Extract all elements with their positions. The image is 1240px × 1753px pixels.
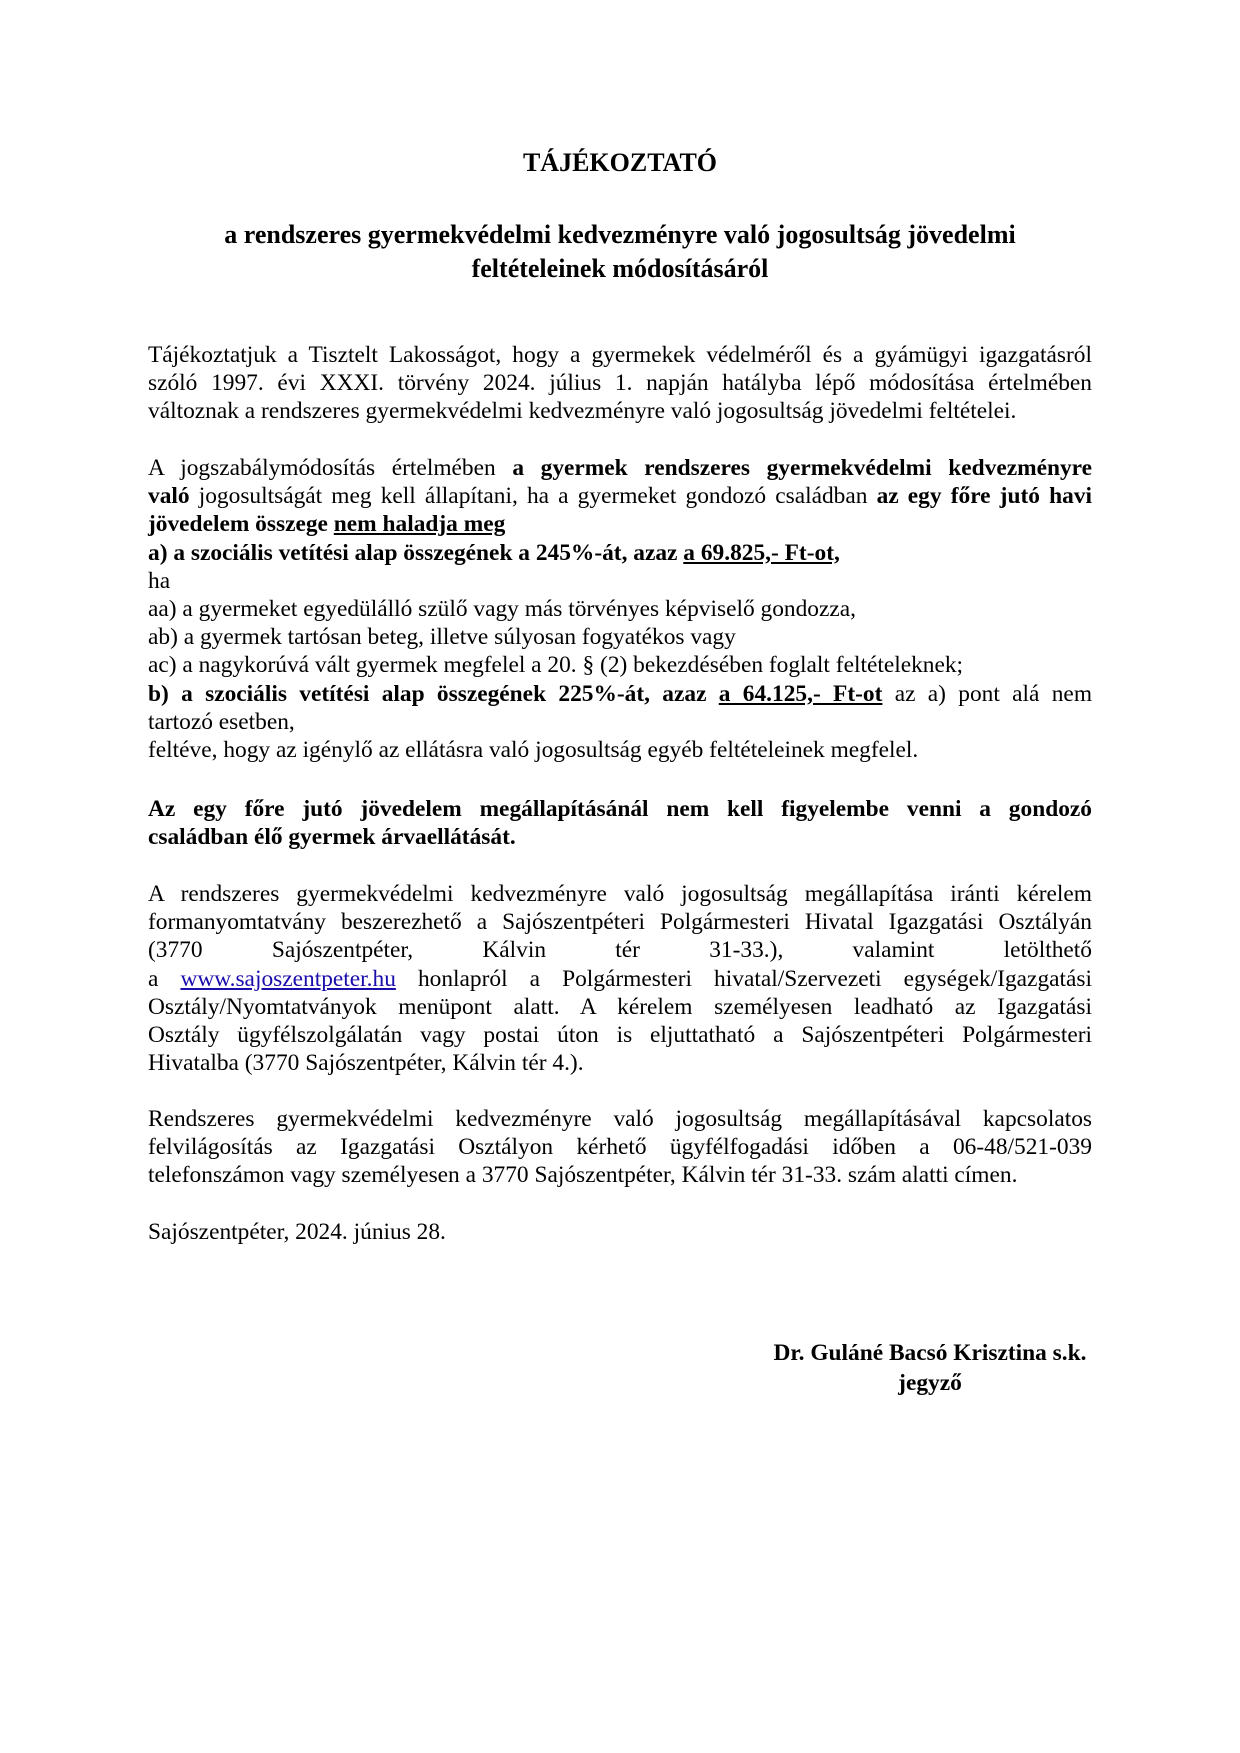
text-line: (3770 Sajószentpéter, Kálvin tér 31-33.), valamint letölthető [148, 937, 1092, 964]
text-run: az a) pont alá nem [882, 680, 1093, 707]
subtitle-line-2: feltételeinek módosításáról [471, 254, 769, 283]
page-title: TÁJÉKOZTATÓ [522, 148, 718, 177]
condition-b [148, 680, 1092, 708]
text-line: Hivatalba (3770 Sajószentpéter, Kálvin tér 4.). [148, 1050, 584, 1077]
text-line: telefonszámon vagy személyesen a 3770 Sajószentpéter, Kálvin tér 31-33. szám alatti címen. [148, 1162, 1018, 1189]
text-line: A rendszeres gyermekvédelmi kedvezményre való jogosultság megállapítása iránti kérelem [148, 881, 1092, 907]
underlined-text-run: nem haladja meg [333, 511, 506, 538]
text-line: Osztály/Nyomtatványok menüpont alatt. A kérelem személyesen leadható az Igazgatási [148, 993, 1092, 1020]
signature-block [700, 1338, 1160, 1398]
text-line: felvilágosítás az Igazgatási Osztályon kérhető ügyfélfogadási időben a 06-48/521-039 [148, 1134, 1092, 1161]
text-line: változnak a rendszeres gyermekvédelmi kedvezményre való jogosultság jövedelmi feltételei. [148, 398, 1017, 425]
text-line [148, 482, 1092, 510]
text-run: jogosultságát meg kell állapítani, ha a gyermeket gondozó családban [189, 483, 877, 510]
text-run: A jogszabálymódosítás értelmében [148, 455, 513, 481]
eligibility-paragraph [148, 454, 1092, 764]
text-line: ha [148, 567, 171, 594]
text-run: a [148, 965, 181, 992]
text-line: Rendszeres gyermekvédelmi kedvezményre való jogosultság megállapításával kapcsolatos [148, 1106, 1092, 1132]
place-and-date: Sajószentpéter, 2024. június 28. [148, 1219, 446, 1245]
text-line: Tájékoztatjuk a Tisztelt Lakosságot, hogy a gyermekek védelméről és a gyámügyi igazgatásról [148, 342, 1092, 368]
text-line: feltéve, hogy az igénylő az ellátásra való jogosultság egyéb feltételeinek megfelel. [148, 737, 919, 764]
orphan-benefit-note [148, 795, 1092, 851]
text-line: Osztály ügyfélszolgálatán vagy postai úton is eljuttatható a Sajószentpéteri Polgármesteri [148, 1022, 1092, 1049]
text-line: Az egy főre jutó jövedelem megállapításánál nem kell figyelembe venni a gondozó [148, 796, 1092, 822]
bold-text-run: b) a szociális vetítési alap összegének 225%-át, azaz [148, 680, 719, 707]
text-line [148, 965, 1092, 993]
condition-a [148, 539, 1092, 567]
application-form-paragraph [148, 880, 1092, 1077]
bold-text-run: a) a szociális vetítési alap összegének a 245%-át, azaz [148, 539, 684, 566]
condition-ac: ac) a nagykorúvá vált gyermek megfelel a 20. § (2) bekezdésében foglalt feltételeknek; [148, 652, 964, 679]
text-line: formanyomtatvány beszerezhető a Sajószentpéteri Polgármesteri Hivatal Igazgatási Osztályán [148, 909, 1092, 936]
condition-aa: aa) a gyermeket egyedülálló szülő vagy más törvényes képviselő gondozza, [148, 596, 856, 623]
amount-b: a 64.125,- Ft-ot [718, 680, 883, 707]
text-line [148, 454, 1092, 482]
text-line [148, 510, 1092, 538]
subtitle-line-1: a rendszeres gyermekvédelmi kedvezményre való jogosultság jövedelmi [224, 220, 1016, 249]
date-line [148, 1218, 1092, 1246]
condition-ab: ab) a gyermek tartósan beteg, illetve súlyosan fogyatékos vagy [148, 624, 736, 651]
amount-a: a 69.825,- Ft-ot, [683, 539, 840, 566]
signatory-name: Dr. Guláné Bacsó Krisztina s.k. [773, 1340, 1087, 1366]
bold-text-run: jövedelem összege [148, 511, 334, 538]
text-line: családban élő gyermek árvaellátását. [148, 824, 516, 851]
signatory-role: jegyző [898, 1370, 962, 1396]
text-line: szóló 1997. évi XXXI. törvény 2024. július 1. napján hatályba lépő módosítása értelmében [148, 370, 1092, 397]
bold-text-run: az egy főre jutó havi [876, 483, 1092, 510]
bold-text-run: való [148, 483, 190, 510]
text-run: honlapról a Polgármesteri hivatal/Szervezeti egységek/Igazgatási [395, 965, 1092, 992]
bold-text-run: a gyermek rendszeres gyermekvédelmi kedvezményre [512, 455, 1092, 481]
text-line: tartozó esetben, [148, 708, 295, 735]
page-subtitle [160, 218, 1080, 286]
intro-paragraph [148, 341, 1092, 426]
contact-paragraph [148, 1105, 1092, 1190]
website-link[interactable]: www.sajoszentpeter.hu [180, 965, 396, 992]
